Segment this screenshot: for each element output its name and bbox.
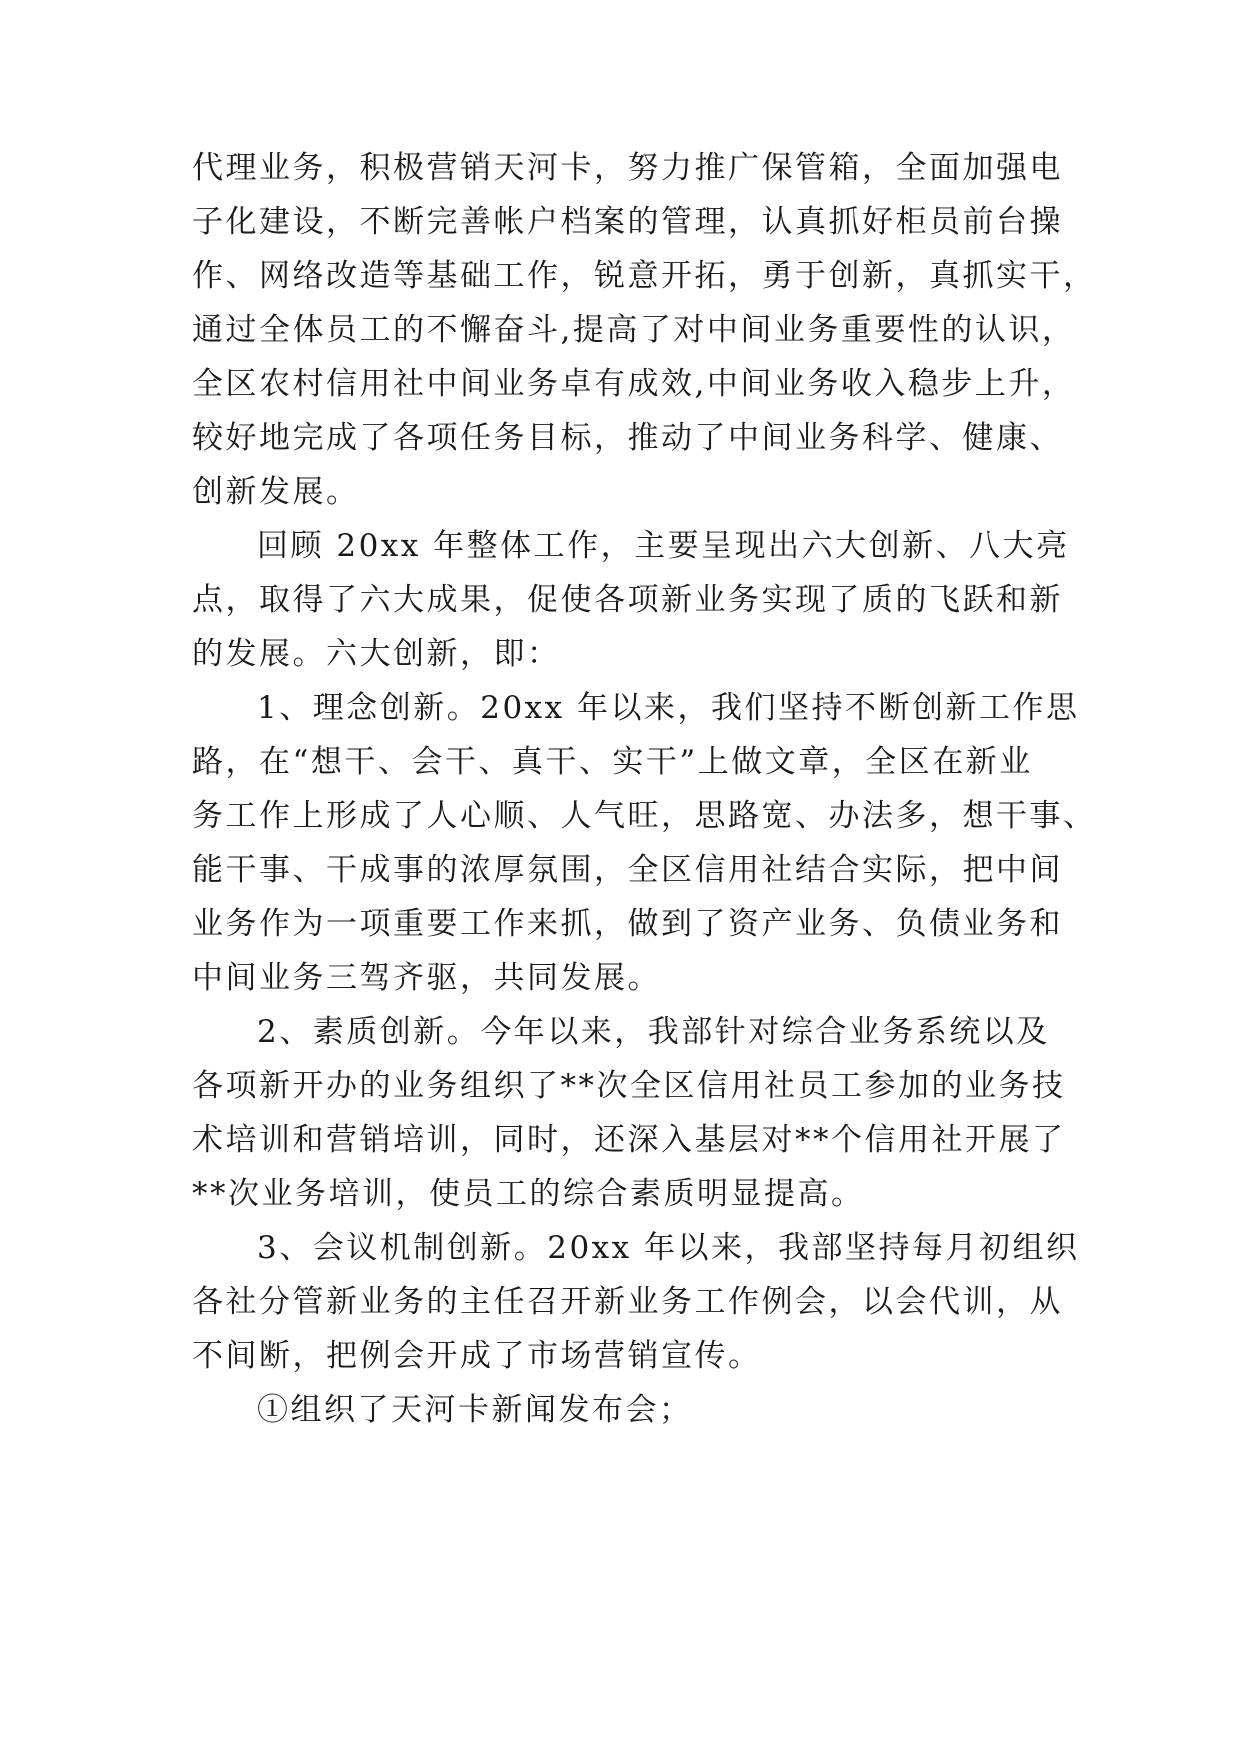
text-line: 能干事、干成事的浓厚氛围，全区信用社结合实际，把中间 <box>192 852 1063 888</box>
text-line: 务工作上形成了人心顺、人气旺，思路宽、办法多，想干事、 <box>192 798 1097 834</box>
text-line: 的发展。六大创新，即： <box>192 636 561 672</box>
text-line: 中间业务三驾齐驱，共同发展。 <box>192 960 661 996</box>
text-line: 创新发展。 <box>192 474 360 510</box>
text-line: 通过全体员工的不懈奋斗,提高了对中间业务重要性的认识， <box>192 312 1076 348</box>
text-line: 较好地完成了各项任务目标，推动了中间业务科学、健康、 <box>192 420 1063 456</box>
text-line: 业务作为一项重要工作来抓，做到了资产业务、负债业务和 <box>192 906 1063 942</box>
text-line: **次业务培训，使员工的综合素质明显提高。 <box>192 1176 865 1212</box>
text-line: 路，在“想干、会干、真干、实干”上做文章，全区在新业 <box>192 744 1033 780</box>
paragraph-first-line: 2、素质创新。今年以来，我部针对综合业务系统以及 <box>257 1014 1050 1050</box>
paragraph-first-line: ①组织了天河卡新闻发布会； <box>257 1392 693 1428</box>
text-line: 各项新开办的业务组织了**次全区信用社员工参加的业务技 <box>192 1068 1066 1104</box>
paragraph-first-line: 1、理念创新。20xx 年以来，我们坚持不断创新工作思 <box>257 690 1080 726</box>
text-line: 点，取得了六大成果，促使各项新业务实现了质的飞跃和新 <box>192 582 1063 618</box>
text-line: 子化建设，不断完善帐户档案的管理，认真抓好柜员前台操 <box>192 204 1063 240</box>
text-line: 术培训和营销培训，同时，还深入基层对**个信用社开展了 <box>192 1122 1066 1158</box>
text-line: 各社分管新业务的主任召开新业务工作例会，以会代训，从 <box>192 1284 1063 1320</box>
text-line: 全区农村信用社中间业务卓有成效,中间业务收入稳步上升， <box>192 366 1076 402</box>
text-line: 代理业务，积极营销天河卡，努力推广保管箱，全面加强电 <box>192 150 1063 186</box>
text-line: 作、网络改造等基础工作，锐意开拓，勇于创新，真抓实干， <box>192 258 1097 294</box>
paragraph-first-line: 3、会议机制创新。20xx 年以来，我部坚持每月初组织 <box>257 1230 1080 1266</box>
paragraph-first-line: 回顾 20xx 年整体工作，主要呈现出六大创新、八大亮 <box>257 528 1070 564</box>
text-line: 不间断，把例会开成了市场营销宣传。 <box>192 1338 762 1374</box>
